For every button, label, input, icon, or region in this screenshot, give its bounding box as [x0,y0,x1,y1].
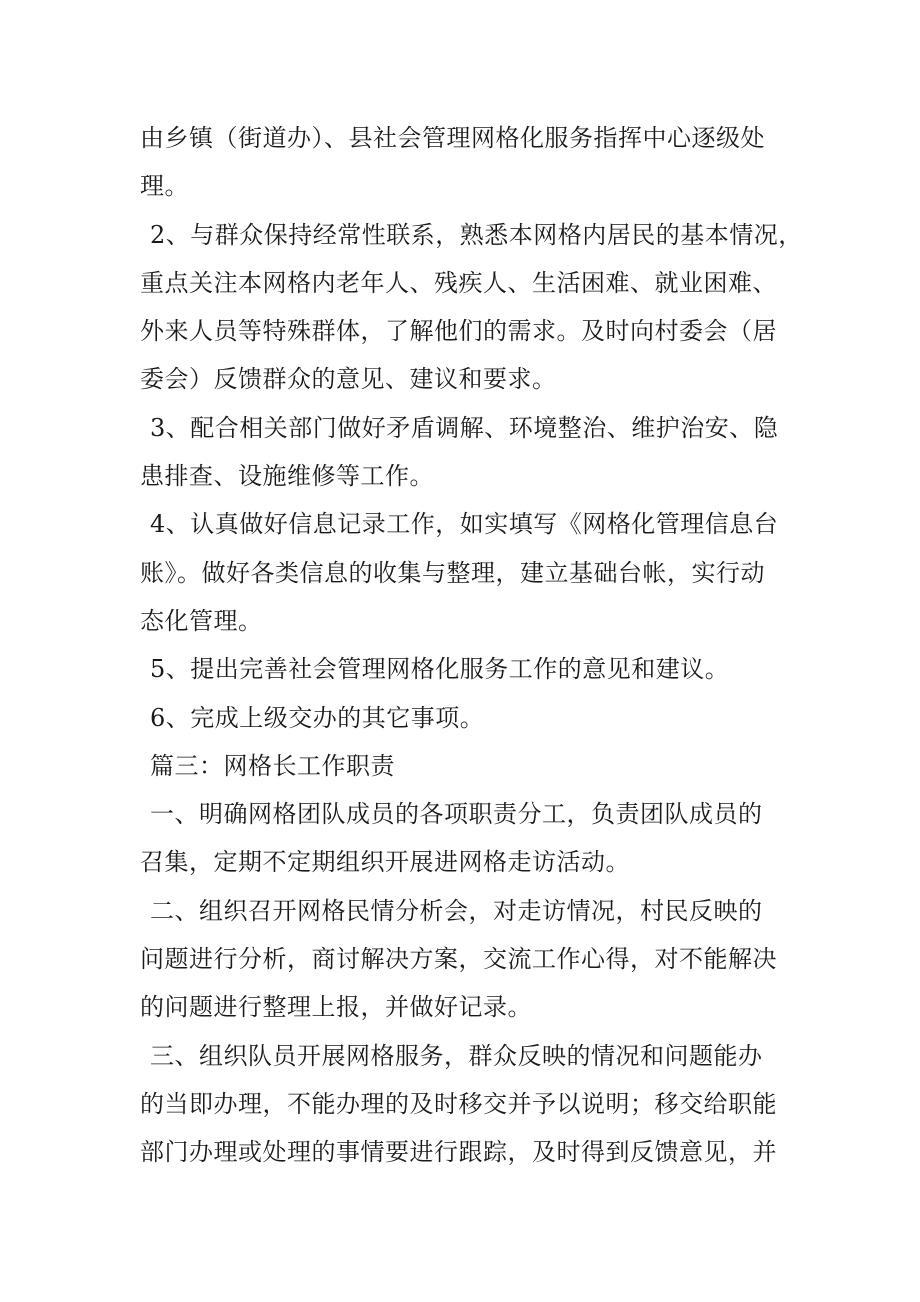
text-line: 一、明确网格团队成员的各项职责分工，负责团队成员的 [150,800,763,829]
text-line: 6、完成上级交办的其它事项。 [150,703,485,732]
text-line: 态化管理。 [140,606,263,635]
text-line: 账》。做好各类信息的收集与整理，建立基础台帐，实行动 [140,558,765,587]
text-line: 的当即办理，不能办理的及时移交并予以说明；移交给职能 [140,1089,777,1118]
text-line: 问题进行分析，商讨解决方案，交流工作心得，对不能解决 [140,945,777,974]
text-line: 3、配合相关部门做好矛盾调解、环境整治、维护治安、隐 [150,413,779,442]
text-line: 理。 [140,172,189,201]
text-line: 2、与群众保持经常性联系，熟悉本网格内居民的基本情况， [150,220,803,249]
text-line: 5、提出完善社会管理网格化服务工作的意见和建议。 [150,655,730,684]
text-line: 4、认真做好信息记录工作，如实填写《网格化管理信息台 [150,510,779,539]
text-line: 篇三：网格长工作职责 [150,751,395,780]
text-line: 由乡镇（街道办）、县社会管理网格化服务指挥中心逐级处 [140,124,765,152]
text-line: 二、组织召开网格民情分析会，对走访情况，村民反映的 [150,896,763,925]
text-line: 部门办理或处理的事情要进行跟踪，及时得到反馈意见，并 [140,1138,777,1167]
text-line: 患排查、设施维修等工作。 [140,462,434,491]
text-line: 三、组织队员开展网格服务，群众反映的情况和问题能办 [150,1041,763,1070]
text-line: 委会）反馈群众的意见、建议和要求。 [140,365,557,394]
text-line: 的问题进行整理上报，并做好记录。 [140,993,532,1022]
document-body [140,114,803,1177]
text-line: 重点关注本网格内老年人、残疾人、生活困难、就业困难、 [140,268,777,297]
text-line: 召集，定期不定期组织开展进网格走访活动。 [140,848,630,877]
text-line: 外来人员等特殊群体，了解他们的需求。及时向村委会（居 [140,317,777,346]
